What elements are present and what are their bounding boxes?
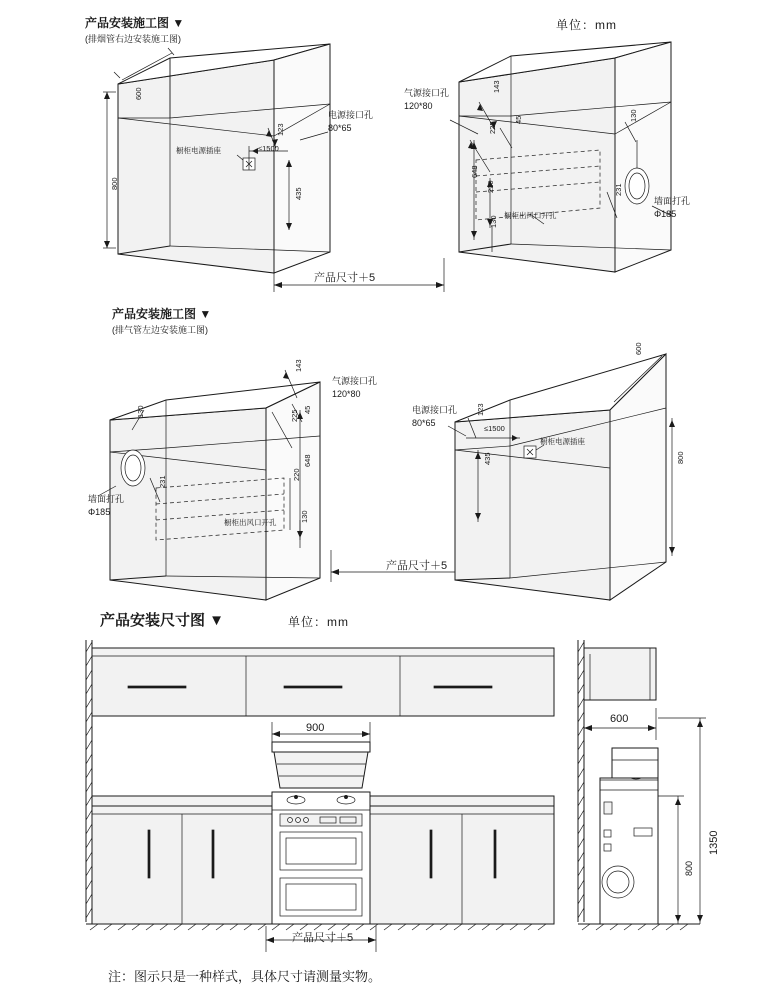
s2-dim-143: 143: [294, 359, 303, 372]
s2-wall-hole-size: Φ185: [88, 507, 111, 517]
s1-power-hole-size: 80*65: [328, 123, 352, 133]
s1-left-dim-600: 600: [134, 87, 143, 100]
s2-dim-800: 800: [676, 451, 685, 464]
s2-dim-1500: ≤1500: [484, 424, 505, 433]
s1-dim-231: 231: [614, 183, 623, 196]
s2-dim-45: 45: [303, 405, 312, 414]
section2-drawing: [0, 290, 765, 590]
s1-left-dim-800: 800: [110, 177, 119, 190]
s1-wall-hole-label: 墙面打孔: [654, 196, 691, 206]
s2-dim-648: 648: [303, 454, 312, 467]
section1-drawing: [0, 0, 765, 300]
s2-wall-hole-label: 墙面打孔: [88, 494, 125, 504]
s2-dim-130-left: 130: [136, 405, 145, 418]
section1-title: 产品安装施工图 ▼: [85, 16, 185, 30]
unit-label-top: 单位：mm: [556, 18, 617, 32]
s2-outlet-label: 橱柜出风口开孔: [224, 518, 277, 527]
s1-wall-hole-size: Φ185: [654, 209, 677, 219]
s1-outlet-label: 橱柜出风口开孔: [504, 211, 557, 220]
s2-dim-130-bottom: 130: [300, 510, 309, 523]
s1-gas-hole-size: 120*80: [404, 101, 433, 111]
unit-label-bottom: 单位：mm: [288, 615, 349, 629]
s1-power-hole-label: 电源接口孔: [328, 110, 374, 120]
s3-dim-1350: 1350: [708, 830, 720, 855]
footer-note: 注：图示只是一种样式，具体尺寸请测量实物。: [108, 969, 382, 984]
s2-socket-label: 橱柜电源插座: [540, 437, 585, 446]
s1-dim-45: 45: [514, 115, 523, 124]
s1-dim-648: 648: [470, 165, 479, 178]
s2-gas-hole-label: 气源接口孔: [332, 376, 378, 386]
s1-dim-143: 143: [492, 80, 501, 93]
s1-dim-130-right: 130: [629, 109, 638, 122]
s2-power-hole-label: 电源接口孔: [412, 405, 458, 415]
s2-dim-600: 600: [634, 342, 643, 355]
s2-dim-231: 231: [158, 475, 167, 488]
s3-dim-900: 900: [306, 722, 325, 734]
section2-title: 产品安装施工图 ▼: [112, 307, 212, 321]
s3-bottom-dim: 产品尺寸＋5: [292, 932, 354, 944]
section3-title: 产品安装尺寸图 ▼: [100, 612, 225, 629]
s2-power-hole-size: 80*65: [412, 418, 436, 428]
s1-gas-hole-label: 气源接口孔: [404, 88, 450, 98]
s2-gas-hole-size: 120*80: [332, 389, 361, 399]
s3-dim-800: 800: [684, 860, 694, 876]
s2-dim-220: 220: [292, 468, 301, 481]
s2-dim-123: 123: [476, 403, 485, 416]
section1-subtitle: (排烟管右边安装施工图): [85, 34, 181, 44]
s1-dim-220: 220: [486, 180, 495, 193]
s1-bottom-dim: 产品尺寸＋5: [314, 272, 376, 284]
s2-dim-225: 225: [290, 409, 299, 422]
section3-drawing: [0, 630, 765, 960]
s1-dim-435: 435: [294, 187, 303, 200]
s2-bottom-dim: 产品尺寸＋5: [386, 560, 448, 572]
s1-dim-225: 225: [488, 121, 497, 134]
s1-socket-label: 橱柜电源插座: [176, 146, 221, 155]
s3-dim-600: 600: [610, 713, 629, 725]
s1-dim-130-bottom: 130: [489, 215, 498, 228]
section2-subtitle: (排气管左边安装施工图): [112, 325, 208, 335]
s1-dim-123: 123: [276, 123, 285, 136]
s1-dim-1500: ≤1500: [258, 144, 279, 153]
s2-dim-435: 435: [483, 452, 492, 465]
